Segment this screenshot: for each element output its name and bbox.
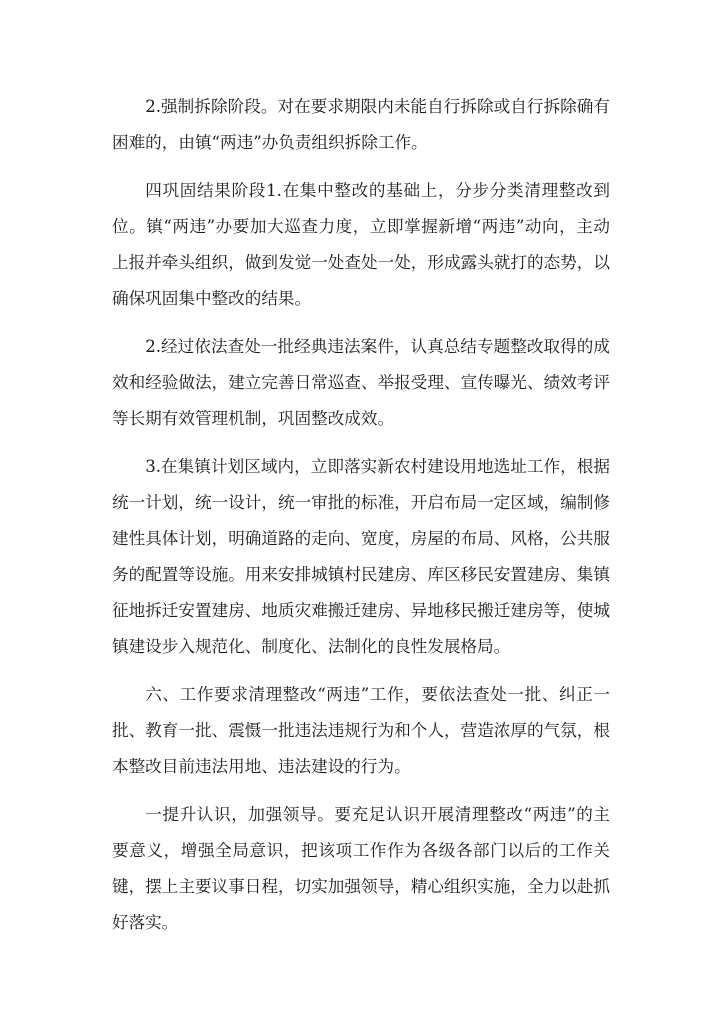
- document-body: [112, 89, 610, 953]
- paragraph-4: 3.在集镇计划区域内，立即落实新农村建设用地选址工作，根据统一计划，统一设计，统一审批的标准，开启布局一定区域，编制修建性具体计划，明确道路的走向、宽度，房屋的布局、风格，公共服务的配置等设施。用来安排城镇村民建房、库区移民安置建房、集镇征地拆迁安置建房、地质灾难搬迁建房、异地移民搬迁建房等，使城镇建设步入规范化、制度化、法制化的良性发展格局。: [112, 457, 610, 656]
- paragraph-6: 一提升认识，加强领导。要充足认识开展清理整改“两违”的主要意义，增强全局意识，把该项工作作为各级各部门以后的工作关键，摆上主要议事日程，切实加强领导，精心组织实施，全力以赴抓好落实。: [112, 805, 610, 932]
- paragraph-1: 2.强制拆除阶段。对在要求期限内未能自行拆除或自行拆除确有困难的，由镇“两违”办负责组织拆除工作。: [112, 97, 610, 152]
- paragraph-2: 四巩固结果阶段1.在集中整改的基础上，分步分类清理整改到位。镇“两违”办要加大巡查力度，立即掌握新增“两违”动向，主动上报并牵头组织，做到发觉一处查处一处，形成露头就打的态势，以确保巩固集中整改的结果。: [112, 181, 610, 308]
- paragraph-3: 2.经过依法查处一批经典违法案件，认真总结专题整改取得的成效和经验做法，建立完善日常巡查、举报受理、宣传曝光、绩效考评等长期有效管理机制，巩固整改成效。: [112, 337, 610, 428]
- paragraph-5: 六、工作要求清理整改“两违”工作，要依法查处一批、纠正一批、教育一批、震慑一批违法违规行为和个人，营造浓厚的气氛，根本整改目前违法用地、违法建设的行为。: [112, 685, 610, 776]
